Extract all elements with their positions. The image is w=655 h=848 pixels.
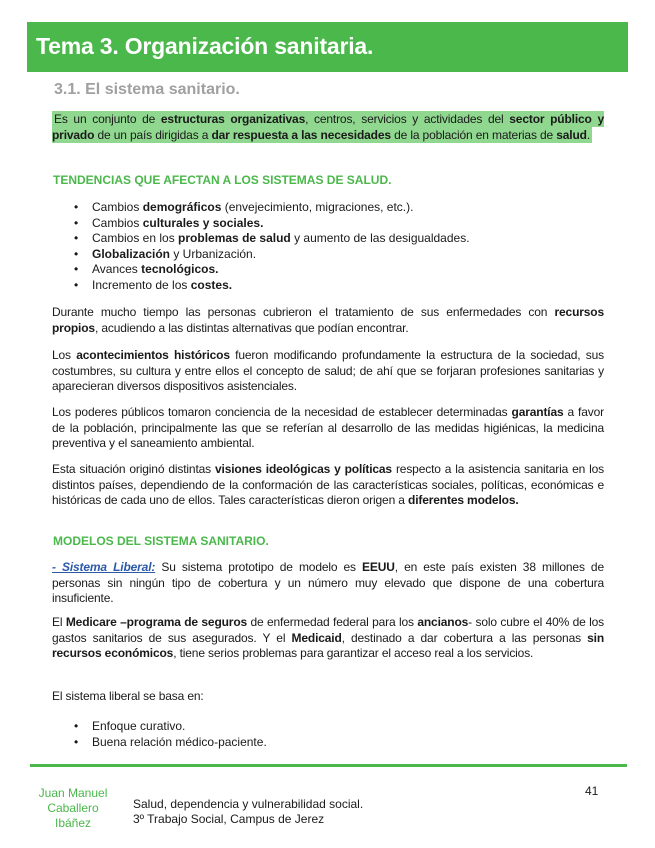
text-segment: , centros, servicios y actividades del xyxy=(305,112,510,126)
basis-list xyxy=(52,719,267,750)
paragraph xyxy=(52,305,604,336)
section-title: 3.1. El sistema sanitario. xyxy=(54,81,240,98)
bold-text: acontecimientos históricos xyxy=(76,348,230,362)
text-segment: de la población en materias de xyxy=(390,127,557,142)
chapter-title-bar xyxy=(27,22,628,72)
bold-text: demográficos xyxy=(142,200,222,214)
bold-text: tecnológicos. xyxy=(141,262,219,276)
text-segment: respecto a la asistencia sanitaria en los distintos países, dependiendo de la conformación de las características sociales, políticas, económicas e históricas de cada uno de ellos. Tales características dieron origen a xyxy=(52,462,604,507)
bold-text: Globalización xyxy=(92,246,171,261)
text-segment: Esta situación originó distintas xyxy=(52,462,215,476)
text-segment: Avances xyxy=(92,262,142,276)
paragraph xyxy=(52,462,604,509)
text-segment: y aumento de las desigualdades. xyxy=(290,231,470,245)
bold-text: EEUU xyxy=(362,560,395,574)
text-segment: (envejecimiento, migraciones, etc.). xyxy=(221,200,414,214)
bold-text: Medicare –programa de seguros xyxy=(65,615,248,629)
sistema-liberal-link[interactable]: - Sistema Liberal: xyxy=(52,560,156,574)
bold-text: Medicaid xyxy=(291,630,342,645)
text-segment: de enfermedad federal para los xyxy=(247,615,418,629)
text-segment: , destinado a dar cobertura a las personas xyxy=(341,630,588,645)
bold-text: estructuras organizativas xyxy=(160,112,306,126)
text-segment: , acudiendo a las distintas alternativas que podían encontrar. xyxy=(94,320,409,335)
bold-text: diferentes modelos. xyxy=(408,493,519,507)
bold-text: costes. xyxy=(190,277,233,292)
course-line: Salud, dependencia y vulnerabilidad social. xyxy=(133,797,364,811)
footer-divider xyxy=(30,764,627,767)
bold-text: culturales y sociales. xyxy=(142,215,264,230)
text-segment: El xyxy=(52,615,66,629)
text-segment: Cambios en los xyxy=(92,231,179,245)
definition-text xyxy=(52,111,604,143)
list-item xyxy=(52,216,470,232)
text-segment: Incremento de los xyxy=(92,277,191,292)
text-segment: Cambios xyxy=(92,215,143,230)
bold-text: visiones ideológicas y políticas xyxy=(214,462,392,476)
basis-intro: El sistema liberal se basa en: xyxy=(52,689,204,703)
list-item: • Buena relación médico-paciente. xyxy=(52,735,267,751)
bold-text: garantías xyxy=(511,405,564,419)
chapter-title: Tema 3. Organización sanitaria. xyxy=(36,33,374,59)
text-segment: Es un conjunto de xyxy=(54,112,161,126)
bold-text: problemas de salud xyxy=(178,231,291,245)
list-item: • Enfoque curativo. xyxy=(52,719,267,735)
tendencias-heading: TENDENCIAS QUE AFECTAN A LOS SISTEMAS DE SALUD. xyxy=(53,173,392,187)
list-item xyxy=(52,247,470,263)
text-segment: Los poderes públicos tomaron conciencia de la necesidad de establecer determinadas xyxy=(52,405,512,419)
text-segment: . xyxy=(586,127,590,142)
text-segment: a favor de la población, principalmente las que se referían al desarrollo de las medidas higiénicas, la medicina preventiva y el saneamiento ambiental. xyxy=(52,405,604,450)
definition-box xyxy=(52,112,604,143)
text-segment: y Urbanización. xyxy=(170,246,257,261)
footer-author xyxy=(28,786,118,831)
paragraph xyxy=(52,348,604,395)
bold-text: dar respuesta a las necesidades xyxy=(211,127,391,142)
bold-text: sector público y privado xyxy=(52,112,604,142)
bold-text: ancianos xyxy=(417,615,469,629)
bold-text: sin recursos económicos xyxy=(52,630,604,660)
text-segment: Los xyxy=(52,348,77,362)
list-item xyxy=(52,231,470,247)
bold-text: recursos propios xyxy=(52,305,604,335)
author-line: Juan Manuel xyxy=(38,786,108,800)
text-segment: Su sistema prototipo de modelo es xyxy=(155,560,363,574)
list-item xyxy=(52,278,470,294)
course-line: 3º Trabajo Social, Campus de Jerez xyxy=(133,812,325,826)
bold-text: salud xyxy=(556,127,587,142)
text-segment: de un país dirigidas a xyxy=(94,127,212,142)
page-number: 41 xyxy=(585,784,599,798)
text-segment: fueron modificando profundamente la estructura de la sociedad, sus costumbres, su cultura y entre ellos el concepto de salud; de ahí que se forjaran profesiones sanitarias y aparecieran diversos dispositivos asistenciales. xyxy=(52,348,604,393)
list-item xyxy=(52,262,470,278)
author-line: Ibáñez xyxy=(54,816,92,830)
footer-course xyxy=(133,797,363,827)
text-segment: , tiene serios problemas para garantizar el acceso real a los servicios. xyxy=(173,646,534,660)
text-segment: , en este país existen 38 millones de personas sin ningún tipo de cobertura y un número muy elevado que dispone de una cobertura insuficiente. xyxy=(52,560,604,605)
text-segment: Cambios xyxy=(92,200,143,214)
paragraph xyxy=(52,405,604,452)
text-segment: Durante mucho tiempo las personas cubrieron el tratamiento de sus enfermedades con xyxy=(52,305,555,319)
medicare-paragraph xyxy=(52,615,604,662)
list-item xyxy=(52,200,470,216)
text-segment: - solo cubre el 40% de los gastos sanitarios de sus asegurados. Y el xyxy=(52,615,604,645)
liberal-paragraph xyxy=(52,560,604,607)
author-line: Caballero xyxy=(47,801,99,815)
tendencias-list xyxy=(52,200,470,293)
modelos-heading: MODELOS DEL SISTEMA SANITARIO. xyxy=(53,534,269,548)
